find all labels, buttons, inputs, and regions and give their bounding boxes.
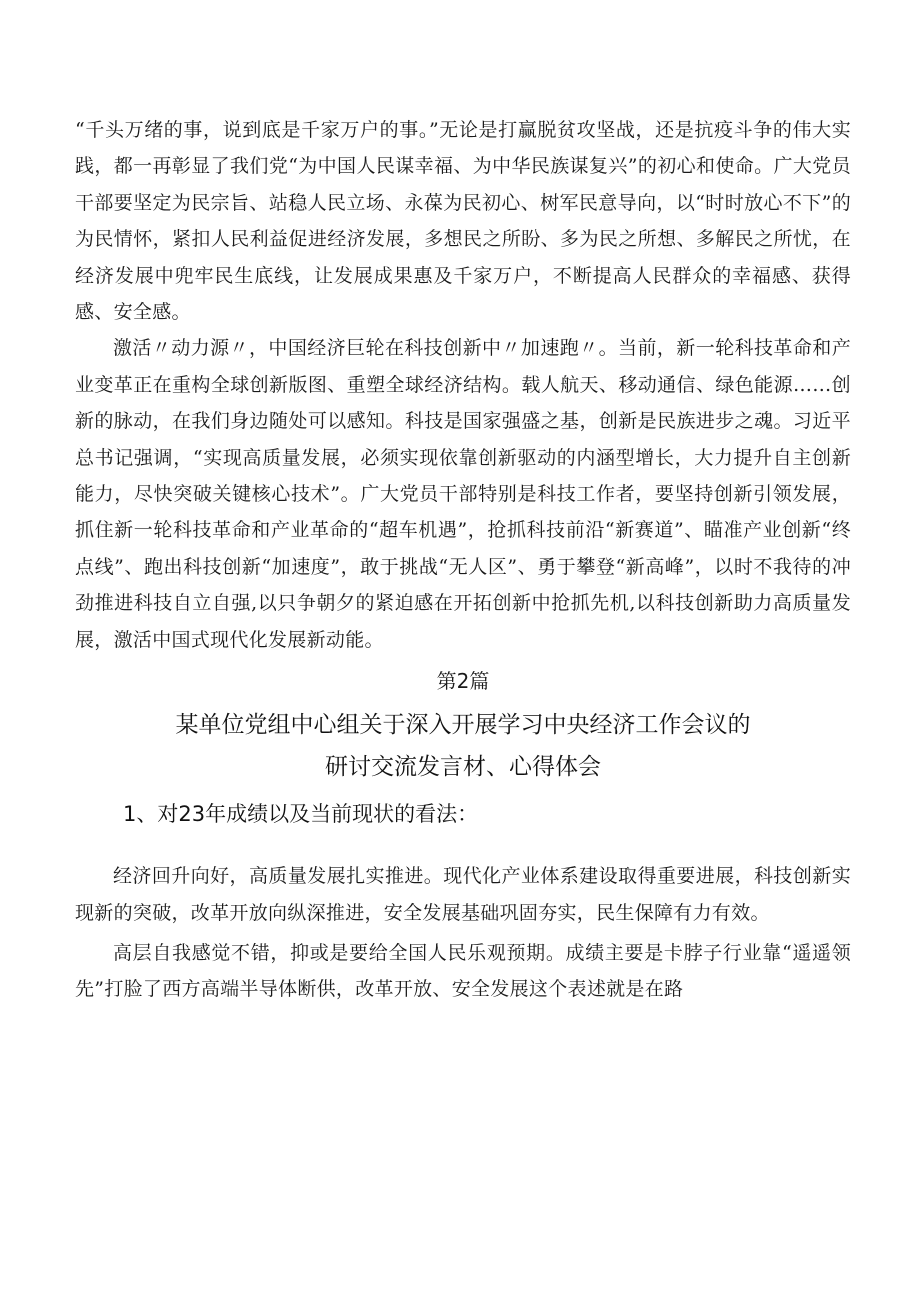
paragraph-self-assessment: 高层自我感觉不错，抑或是要给全国人民乐观预期。成绩主要是卡脖子行业靠“遥遥领先”打脸了西方高端半导体断供，改革开放、安全发展这个表述就是在路 [75, 941, 851, 1001]
section-number: 第2篇 [436, 669, 490, 694]
section-heading: 1、对23年成绩以及当前现状的看法： [123, 802, 479, 827]
paragraph-people-livelihood: “千头万绪的事，说到底是千家万户的事。”无论是打赢脱贫攻坚战，还是抗疫斗争的伟大实践，都一再彰显了我们党“为中国人民谋幸福、为中华民族谋复兴”的初心和使命。广大党员干部要坚定为民宗旨、站稳人民立场、永葆为民初心、树军民意导向，以“时时放心不下”的为民情怀，紧扣人民利益促进经济发展，多想民之所盼、多为民之所想、多解民之所忧，在经济发展中兜牢民生底线，让发展成果惠及千家万户，不断提高人民群众的幸福感、获得感、安全感。 [75, 119, 851, 324]
title-line: 研讨交流发言材、心得体会 [325, 754, 601, 781]
document-page [75, 112, 851, 1008]
paragraph-economy-recovery: 经济回升向好，高质量发展扎实推进。现代化产业体系建设取得重要进展，科技创新实现新的突破，改革开放向纵深推进，安全发展基础巩固夯实，民生保障有力有效。 [75, 865, 851, 924]
title-line: 某单位党组中心组关于深入开展学习中央经济工作会议的 [175, 712, 751, 739]
document-title [75, 704, 851, 788]
paragraph-tech-innovation: 激活〃动力源〃，中国经济巨轮在科技创新中〃加速跑〃。当前，新一轮科技革命和产业变革正在重构全球创新版图、重塑全球经济结构。载人航天、移动通信、绿色能源……创新的脉动，在我们身边随处可以感知。科技是国家强盛之基，创新是民族进步之魂。习近平总书记强调，“实现高质量发展，必须实现依靠创新驱动的内涵型增长，大力提升自主创新能力，尽快突破关键核心技术”。广大党员干部特别是科技工作者，要坚持创新引领发展，抓住新一轮科技革命和产业革命的“超车机遇”，抢抓科技前沿“新赛道”、瞄准产业创新“终点线”、跑出科技创新“加速度”，敢于挑战“无人区”、勇于攀登“新高峰”，以时不我待的冲劲推进科技自立自强,以只争朝夕的紧迫感在开拓创新中抢抓先机,以科技创新助力高质量发展，激活中国式现代化发展新动能。 [75, 337, 851, 651]
